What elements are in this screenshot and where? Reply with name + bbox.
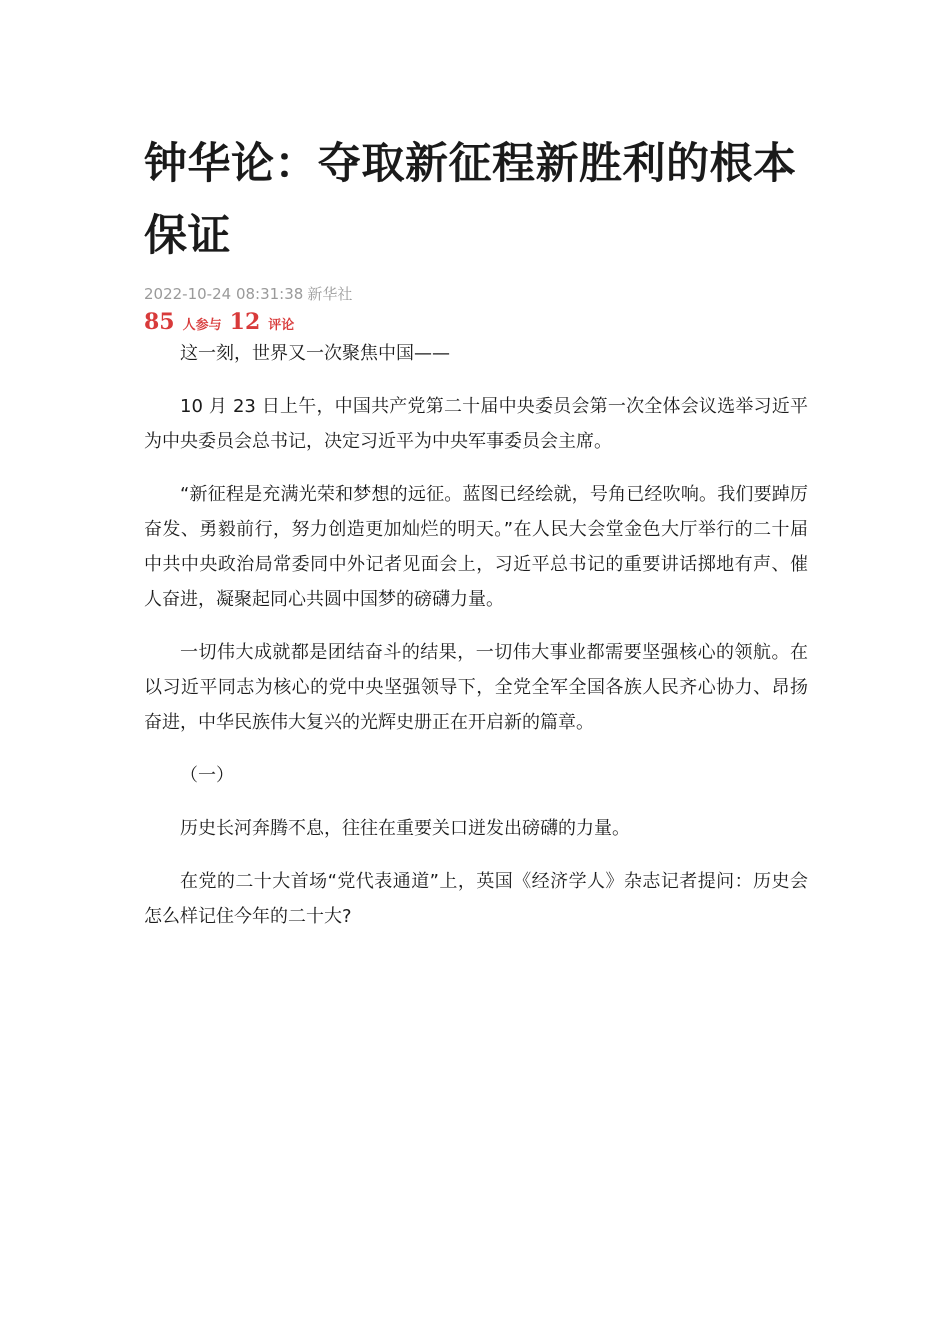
- article-body: [144, 336, 808, 934]
- comments-label[interactable]: 评论: [268, 318, 295, 333]
- participants-count: 85: [144, 309, 175, 335]
- publish-datetime: 2022-10-24 08:31:38: [144, 285, 304, 303]
- paragraph: 10 月 23 日上午，中国共产党第二十届中央委员会第一次全体会议选举习近平为中央委员会总书记，决定习近平为中央军事委员会主席。: [144, 396, 808, 452]
- comments-count[interactable]: 12: [229, 309, 261, 335]
- paragraph: 这一刻，世界又一次聚焦中国——: [180, 343, 450, 364]
- participants-label: 人参与: [182, 318, 222, 333]
- article-meta: [144, 284, 808, 304]
- paragraph: 在党的二十大首场“党代表通道”上，英国《经济学人》杂志记者提问：历史会怎么样记住今年的二十大?: [144, 871, 808, 927]
- section-heading: （一）: [180, 765, 234, 786]
- paragraph: 一切伟大成就都是团结奋斗的结果，一切伟大事业都需要坚强核心的领航。在以习近平同志为核心的党中央坚强领导下，全党全军全国各族人民齐心协力、昂扬奋进，中华民族伟大复兴的光辉史册正在开启新的篇章。: [144, 642, 808, 733]
- paragraph: “新征程是充满光荣和梦想的远征。蓝图已经绘就，号角已经吹响。我们要踔厉奋发、勇毅前行，努力创造更加灿烂的明天。”在人民大会堂金色大厅举行的二十届中共中央政治局常委同中外记者见面会上，习近平总书记的重要讲话掷地有声、催人奋进，凝聚起同心共圆中国梦的磅礴力量。: [144, 484, 808, 610]
- engagement-stats: [144, 308, 808, 336]
- article-title: 钟华论：夺取新征程新胜利的根本保证: [144, 139, 797, 261]
- source-name[interactable]: 新华社: [307, 285, 353, 303]
- paragraph: 历史长河奔腾不息，往往在重要关口迸发出磅礴的力量。: [180, 818, 630, 839]
- article: [144, 128, 808, 952]
